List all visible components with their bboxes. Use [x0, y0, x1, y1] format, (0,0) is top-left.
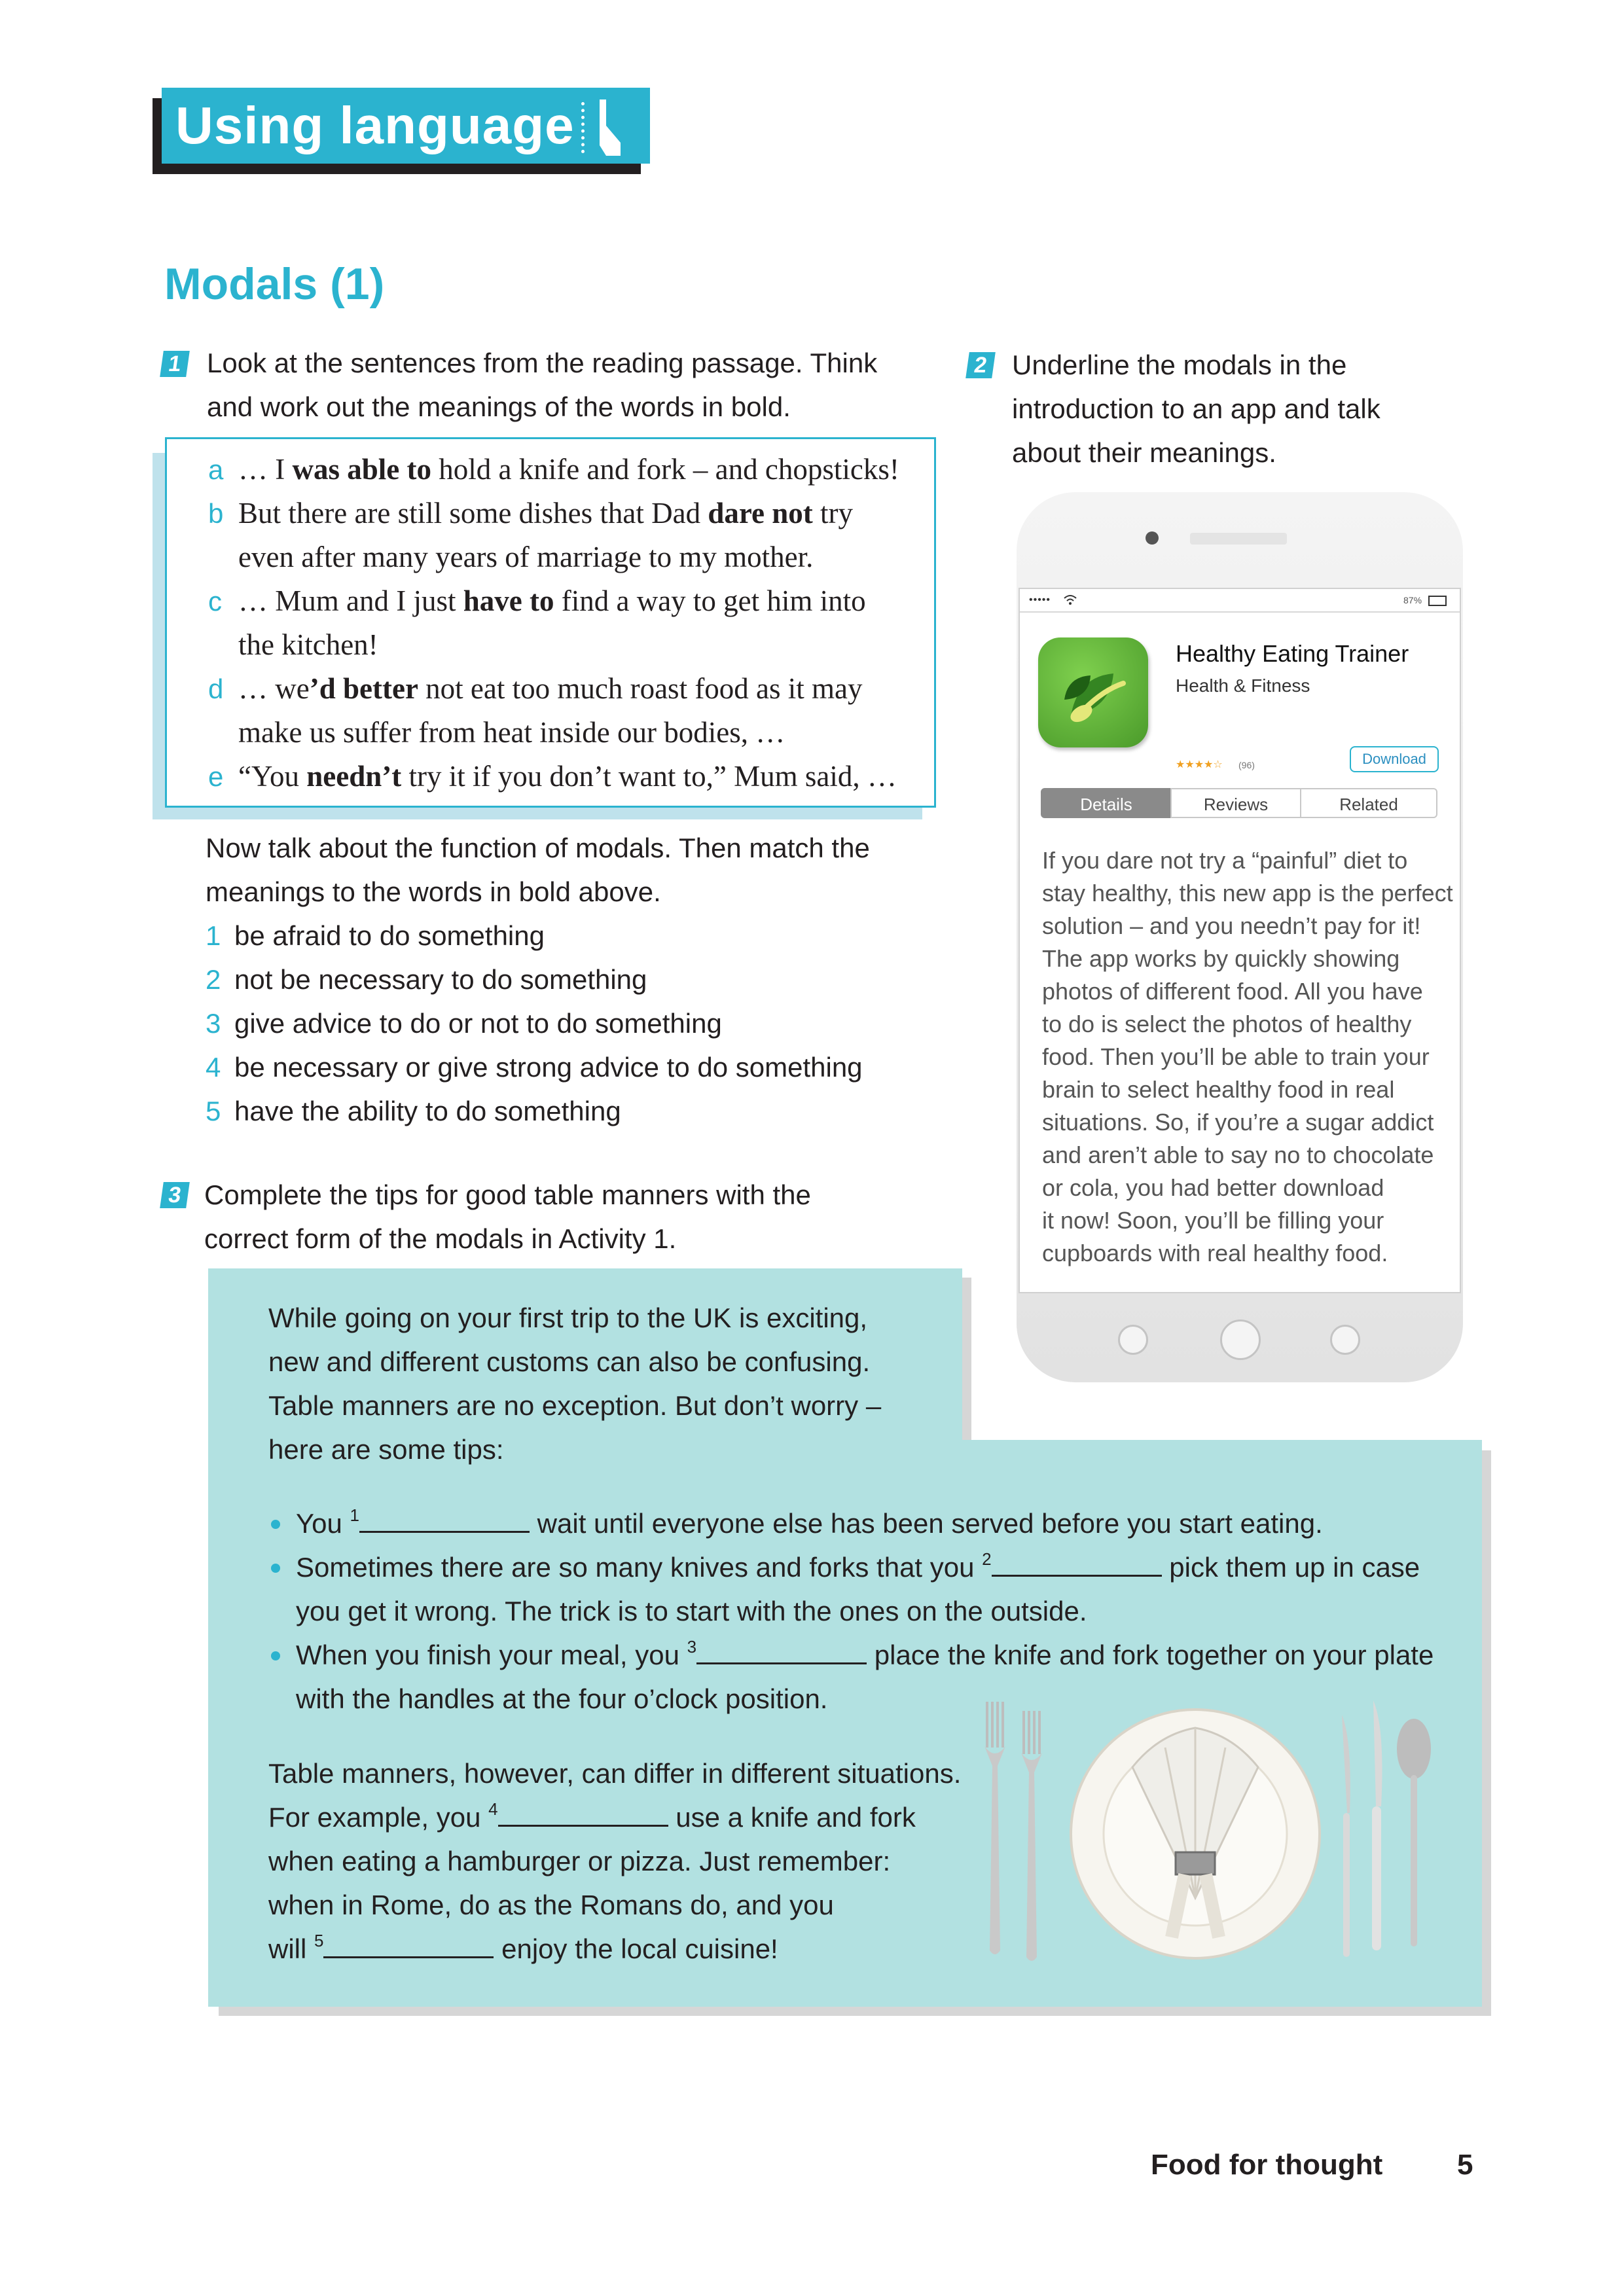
bullet-icon	[271, 1520, 280, 1529]
description-line: or cola, you had better download	[1042, 1174, 1384, 1201]
sentence-letter: a	[208, 454, 224, 485]
tip-text: place the knife and fork together on your plate	[867, 1640, 1434, 1670]
closing-line: when eating a hamburger or pizza. Just remember:	[268, 1846, 891, 1876]
bullet-icon	[271, 1651, 280, 1660]
activity-number-1: 1	[160, 351, 190, 377]
app-category: Health & Fitness	[1176, 675, 1310, 696]
activity-number-2: 2	[965, 352, 996, 378]
sentence-line	[238, 711, 785, 755]
tips-intro	[268, 1296, 881, 1471]
table-setting-illustration	[969, 1689, 1440, 1977]
sentence-letter: e	[208, 761, 224, 792]
description-line: photos of different food. All you have	[1042, 978, 1423, 1005]
camera-icon	[1146, 531, 1159, 545]
instruction-line: correct form of the modals in Activity 1.	[204, 1223, 677, 1254]
instruction-line: and work out the meanings of the words in bold.	[207, 391, 791, 422]
banner-title: Using language	[175, 96, 575, 154]
tip-text: pick them up in case	[1161, 1552, 1420, 1583]
intro-line: here are some tips:	[268, 1434, 504, 1465]
sentence-text: But there are still some dishes that Dad	[238, 497, 708, 529]
tips-box-shadow	[962, 1278, 971, 1440]
intro-line: new and different customs can also be confusing.	[268, 1346, 871, 1377]
sentence-line	[238, 535, 813, 579]
closing-text: use a knife and fork	[668, 1802, 916, 1833]
sentence-text: make us suffer from heat inside our bodies, …	[238, 716, 785, 749]
sentence-text: try	[812, 497, 854, 529]
description-line: cupboards with real healthy food.	[1042, 1240, 1388, 1266]
instruction-line: Look at the sentences from the reading passage. Think	[207, 348, 878, 378]
sentence-text: not eat too much roast food as it may	[418, 672, 863, 705]
tips-box-shadow	[219, 2007, 1491, 2016]
download-button[interactable]: Download	[1350, 746, 1439, 772]
tip-text: with the handles at the four o’clock position.	[296, 1683, 828, 1714]
intro-line: While going on your first trip to the UK is exciting,	[268, 1302, 868, 1333]
description-line: situations. So, if you’re a sugar addict	[1042, 1109, 1434, 1136]
intro-line: Table manners are no exception. But don’t worry –	[268, 1390, 882, 1421]
description-line: to do is select the photos of healthy	[1042, 1011, 1412, 1037]
rating-stars-icon: ★★★★☆	[1176, 759, 1223, 770]
meaning-text: give advice to do or not to do something	[234, 1008, 722, 1039]
banner-divider	[581, 102, 585, 153]
sentence-line	[238, 667, 863, 711]
sentence-text: … I	[238, 453, 293, 486]
tip-text: You	[296, 1508, 350, 1539]
bold-modal: needn’t	[306, 760, 402, 793]
meaning-text: be necessary or give strong advice to do something	[234, 1052, 863, 1083]
closing-line: Table manners, however, can differ in different situations.	[268, 1758, 962, 1789]
page-title: Modals (1)	[164, 259, 385, 309]
closing-text: For example, you	[268, 1802, 489, 1833]
tab-related[interactable]: Related	[1300, 788, 1437, 818]
sentence-line	[238, 623, 378, 667]
recent-apps-button[interactable]	[1330, 1325, 1360, 1355]
tip-text: Sometimes there are so many knives and forks that you	[296, 1552, 983, 1583]
blank-number: 1	[350, 1505, 360, 1525]
battery-icon	[1428, 596, 1447, 606]
blank-2[interactable]	[992, 1552, 1162, 1577]
meaning-number: 5	[206, 1096, 221, 1126]
activity3-instruction	[204, 1173, 811, 1261]
meaning-text: be afraid to do something	[234, 920, 545, 951]
description-line: solution – and you needn’t pay for it!	[1042, 912, 1421, 939]
description-line: and aren’t able to say no to chocolate	[1042, 1141, 1434, 1168]
meaning-number: 4	[206, 1052, 221, 1083]
app-name: Healthy Eating Trainer	[1176, 640, 1409, 667]
sentence-text: “You	[238, 760, 307, 793]
meaning-number: 3	[206, 1008, 221, 1039]
blank-number: 3	[687, 1637, 697, 1657]
tips-closing	[268, 1751, 961, 1971]
bold-modal: was able to	[292, 453, 431, 486]
instruction-line: meanings to the words in bold above.	[206, 876, 661, 907]
status-bar	[1020, 589, 1460, 613]
home-button[interactable]	[1220, 1319, 1261, 1360]
sentence-letter: d	[208, 673, 224, 704]
blank-number: 5	[314, 1931, 324, 1950]
activity2-instruction	[1012, 343, 1380, 475]
sentence-text: try it if you don’t want to,” Mum said, …	[401, 760, 897, 793]
knife-icon	[1342, 1715, 1350, 1957]
activity1-followup	[206, 826, 870, 914]
fork-icon	[1021, 1711, 1042, 1961]
battery-percent: 87%	[1403, 595, 1422, 605]
sentence-letter: b	[208, 498, 224, 529]
description-line: stay healthy, this new app is the perfect	[1042, 880, 1453, 906]
sentence-letter: c	[208, 586, 222, 617]
activity1-instruction	[207, 341, 877, 429]
back-button[interactable]	[1118, 1325, 1148, 1355]
meaning-number: 1	[206, 920, 221, 951]
activity-number-3: 3	[160, 1182, 190, 1208]
sentence-line	[238, 448, 899, 492]
app-icon[interactable]	[1038, 637, 1148, 747]
sentence-line	[238, 579, 866, 623]
bookmark-icon	[598, 99, 622, 156]
closing-text: enjoy the local cuisine!	[494, 1933, 778, 1964]
blank-5[interactable]	[323, 1934, 494, 1958]
description-line: If you dare not try a “painful” diet to	[1042, 847, 1408, 874]
app-description	[1042, 844, 1453, 1270]
leaf-spoon-icon	[1038, 637, 1148, 747]
wifi-icon	[1063, 589, 1077, 611]
bullet-icon	[271, 1564, 280, 1573]
tips-box-shadow	[1482, 1450, 1491, 2016]
fork-icon	[984, 1702, 1005, 1954]
blank-number: 2	[982, 1549, 992, 1569]
signal-icon: •••••	[1029, 594, 1051, 605]
instruction-line: Complete the tips for good table manners with the	[204, 1179, 811, 1210]
sentence-line	[238, 492, 853, 535]
sentence-text: the kitchen!	[238, 628, 378, 661]
blank-1[interactable]	[359, 1509, 530, 1533]
sentence-line	[238, 755, 897, 798]
description-line: it now! Soon, you’ll be filling your	[1042, 1207, 1384, 1234]
sentence-text: hold a knife and fork – and chopsticks!	[431, 453, 899, 486]
plate-icon	[1071, 1710, 1320, 1958]
sentence-text: find a way to get him into	[554, 584, 866, 617]
page-number: 5	[1457, 2149, 1473, 2181]
speaker-grille	[1190, 533, 1287, 545]
meaning-text: not be necessary to do something	[234, 964, 647, 995]
closing-line	[268, 1927, 961, 1971]
instruction-line: about their meanings.	[1012, 437, 1276, 468]
tab-reviews[interactable]: Reviews	[1170, 788, 1301, 818]
instruction-line: Now talk about the function of modals. Then match the	[206, 833, 870, 863]
bold-modal: ’d better	[309, 672, 418, 705]
sentence-text: … we	[238, 672, 310, 705]
bold-modal: dare not	[708, 497, 813, 529]
meaning-text: have the ability to do something	[234, 1096, 621, 1126]
tip-text: wait until everyone else has been served before you start eating.	[530, 1508, 1323, 1539]
blank-number: 4	[488, 1799, 498, 1819]
tab-details[interactable]: Details	[1041, 788, 1172, 818]
description-line: The app works by quickly showing	[1042, 945, 1400, 972]
meaning-number: 2	[206, 964, 221, 995]
instruction-line: introduction to an app and talk	[1012, 393, 1380, 424]
description-line: brain to select healthy food in real	[1042, 1076, 1395, 1103]
footer-title: Food for thought	[1151, 2149, 1383, 2181]
blank-3[interactable]	[696, 1640, 867, 1664]
blank-4[interactable]	[498, 1803, 668, 1827]
closing-text: will	[268, 1933, 314, 1964]
instruction-line: Underline the modals in the	[1012, 350, 1347, 380]
rating-count: (96)	[1238, 760, 1255, 770]
sentence-text: … Mum and I just	[238, 584, 463, 617]
tip-1	[296, 1501, 1323, 1545]
tip-2	[296, 1545, 1420, 1633]
knife-icon	[1372, 1700, 1382, 1950]
tip-text: When you finish your meal, you	[296, 1640, 687, 1670]
spoon-icon	[1397, 1719, 1431, 1946]
sentence-text: even after many years of marriage to my mother.	[238, 541, 814, 573]
closing-line	[268, 1795, 961, 1839]
description-line: food. Then you’ll be able to train your	[1042, 1043, 1430, 1070]
tip-text: you get it wrong. The trick is to start with the ones on the outside.	[296, 1596, 1087, 1626]
closing-line: when in Rome, do as the Romans do, and you	[268, 1890, 834, 1920]
bold-modal: have to	[463, 584, 554, 617]
